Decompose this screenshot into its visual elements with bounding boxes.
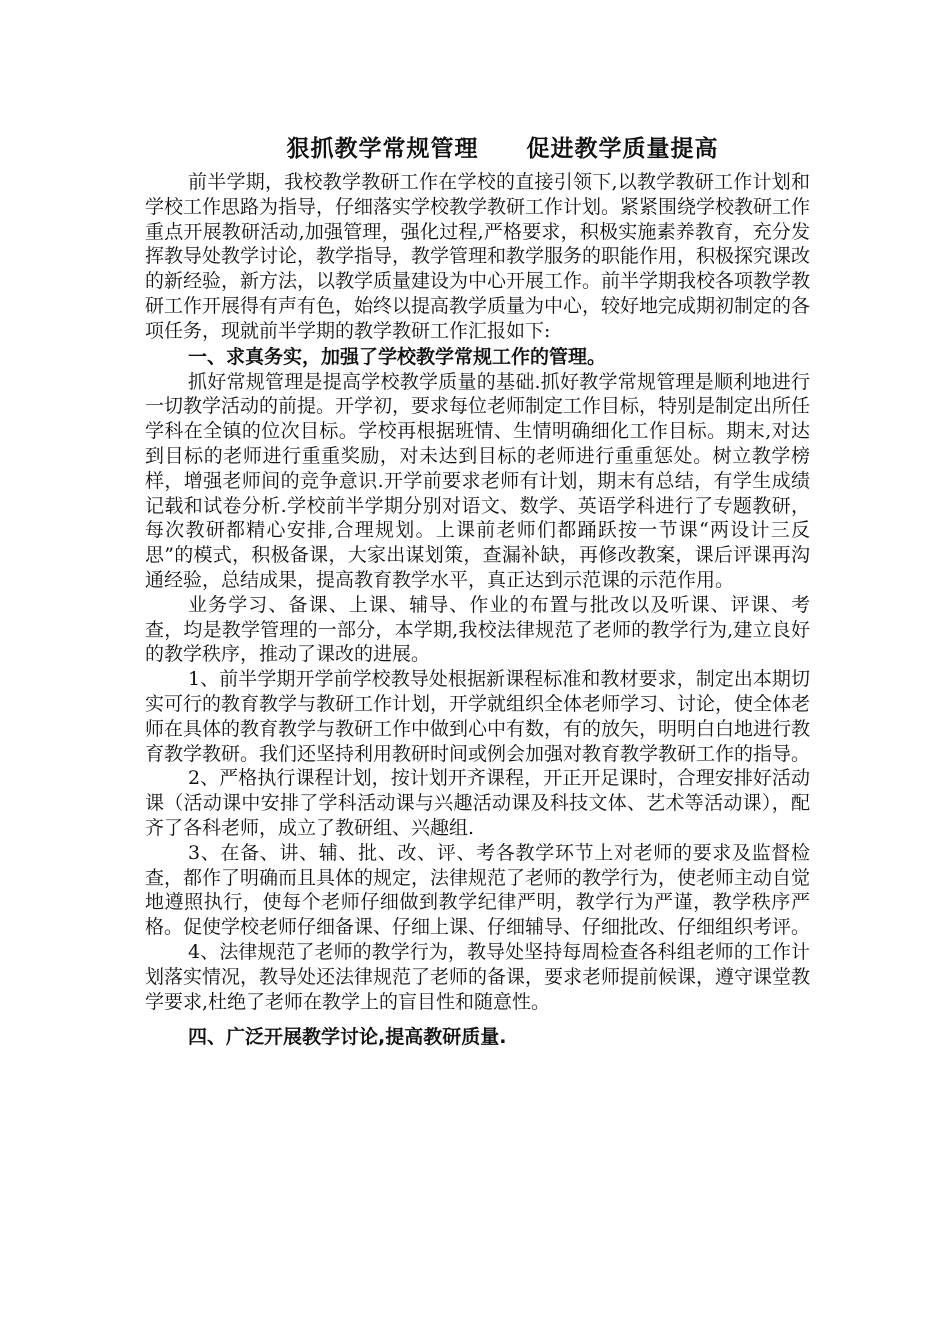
intro-paragraph: 前半学期，我校教学教研工作在学校的直接引领下,以教学教研工作计划和学校工作思路为指导，仔细落实学校教学教研工作计划。紧紧围绕学校教研工作重点开展教研活动,加强管理，强化过程,严格要求，积极实施素养教育，充分发挥教导处教学讨论，教学指导，教学管理和教学服务的职能作用，积极探究课改的新经验，新方法，以教学质量建设为中心开展工作。前半学期我校各项教学教研工作开展得有声有色，始终以提高教学质量为中心，较好地完成期初制定的各项任务，现就前半学期的教学教研工作汇报如下: <box>145 171 811 342</box>
section-1-paragraph-2: 业务学习、备课、上课、辅导、作业的布置与批改以及听课、评课、考查，均是教学管理的一部分，本学期,我校法律规范了老师的教学行为,建立良好的教学秩序，推动了课改的进展。 <box>145 593 810 666</box>
document-page <box>145 130 810 1050</box>
section-1-heading: 一、求真务实，加强了学校教学常规工作的管理。 <box>188 345 607 368</box>
section-1-paragraph-1: 抓好常规管理是提高学校教学质量的基础.抓好教学常规管理是顺利地进行一切教学活动的前提。开学初，要求每位老师制定工作目标，特别是制定出所任学科在全镇的位次目标。学校再根据班情、生情明确细化工作目标。期末,对达到目标的老师进行重重奖励，对未达到目标的老师进行重重惩处。树立教学榜样，增强老师间的竞争意识.开学前要求老师有计划，期末有总结，有学生成绩记载和试卷分析.学校前半学期分别对语文、数学、英语学科进行了专题教研，每次教研都精心安排,合理规划。上课前老师们都踊跃按一节课“两设计三反思”的模式，积极备课，大家出谋划策，查漏补缺，再修改教案，课后评课再沟通经验，总结成果，提高教育教学水平，真正达到示范课的示范作用。 <box>145 370 811 591</box>
list-item-2: 2、严格执行课程计划，按计划开齐课程，开正开足课时，合理安排好活动课（活动课中安排了学科活动课与兴趣活动课及科技文体、艺术等活动课），配齐了各科老师，成立了教研组、兴趣组. <box>145 767 810 839</box>
list-item-4: 4、法律规范了老师的教学行为，教导处坚持每周检查各科组老师的工作计划落实情况，教导处还法律规范了老师的备课，要求老师提前候课，遵守课堂教学要求,杜绝了老师在教学上的盲目性和随意性。 <box>145 940 811 1013</box>
list-item-1: 1、前半学期开学前学校教导处根据新课程标准和教材要求，制定出本期切实可行的教育教学与教研工作计划，开学就组织全体老师学习、讨论，使全体老师在具体的教育教学与教研工作中做到心中有数，有的放矢，明明白白地进行教育教学教研。我们还坚持利用教研时间或例会加强对教育教学教研工作的指导。 <box>145 668 811 765</box>
list-item-3: 3、在备、讲、辅、批、改、评、考各教学环节上对老师的要求及监督检查，都作了明确而且具体的规定，法律规范了老师的教学行为，使老师主动自觉地遵照执行，使每个老师仔细做到教学纪律严明，教学行为严谨，教学秩序严格。促使学校老师仔细备课、仔细上课、仔细辅导、仔细批改、仔细组织考评。 <box>145 841 811 939</box>
section-4-heading: 四、广泛开展教学讨论,提高教研质量. <box>188 1026 507 1049</box>
document-title: 狠抓教学常规管理 促进教学质量提高 <box>286 136 719 162</box>
